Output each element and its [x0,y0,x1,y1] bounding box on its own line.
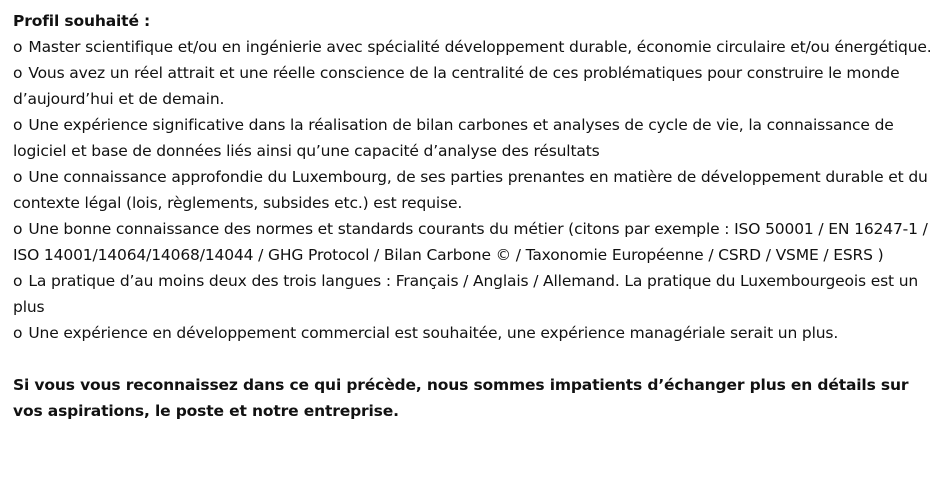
bullet-marker: o [13,64,23,82]
list-item [13,164,940,216]
list-item-text: La pratique d’au moins deux des trois langues : Français / Anglais / Allemand. La pratique du Luxembourgeois est un plus [13,272,919,316]
section-heading: Profil souhaité : [13,12,151,30]
closing-paragraph: Si vous vous reconnaissez dans ce qui précède, nous sommes impatients d’échanger plus en détails sur vos aspirations, le poste et notre entreprise. [13,376,909,420]
list-item-text: Une connaissance approfondie du Luxembourg, de ses parties prenantes en matière de développement durable et du contexte légal (lois, règlements, subsides etc.) est requise. [13,168,928,212]
list-item-text: Master scientifique et/ou en ingénierie avec spécialité développement durable, économie circulaire et/ou énergétique. [28,38,932,56]
list-item-text: Une expérience en développement commercial est souhaitée, une expérience managériale serait un plus. [28,324,839,342]
bullet-marker: o [13,272,23,290]
list-item [13,268,940,320]
list-item-text: Vous avez un réel attrait et une réelle conscience de la centralité de ces problématiques pour construire le monde d’aujourd’hui et de demain. [13,64,900,108]
bullet-marker: o [13,116,23,134]
list-item-text: Une expérience significative dans la réalisation de bilan carbones et analyses de cycle de vie, la connaissance de logiciel et base de données liés ainsi qu’une capacité d’analyse des résultats [13,116,894,160]
requirements-list [13,34,940,346]
bullet-marker: o [13,38,23,56]
bullet-marker: o [13,168,23,186]
paragraph-spacer [13,346,940,372]
list-item [13,112,940,164]
list-item-text: Une bonne connaissance des normes et standards courants du métier (citons par exemple : ISO 50001 / EN 16247-1 / ISO 14001/14064/14068/14044 / GHG Protocol / Bilan Carbone © / Taxonomie Européenne / CSRD / VSME / ESRS ) [13,220,928,264]
list-item [13,216,940,268]
list-item [13,320,940,346]
bullet-marker: o [13,220,23,238]
bullet-marker: o [13,324,23,342]
list-item [13,60,940,112]
list-item [13,34,940,60]
